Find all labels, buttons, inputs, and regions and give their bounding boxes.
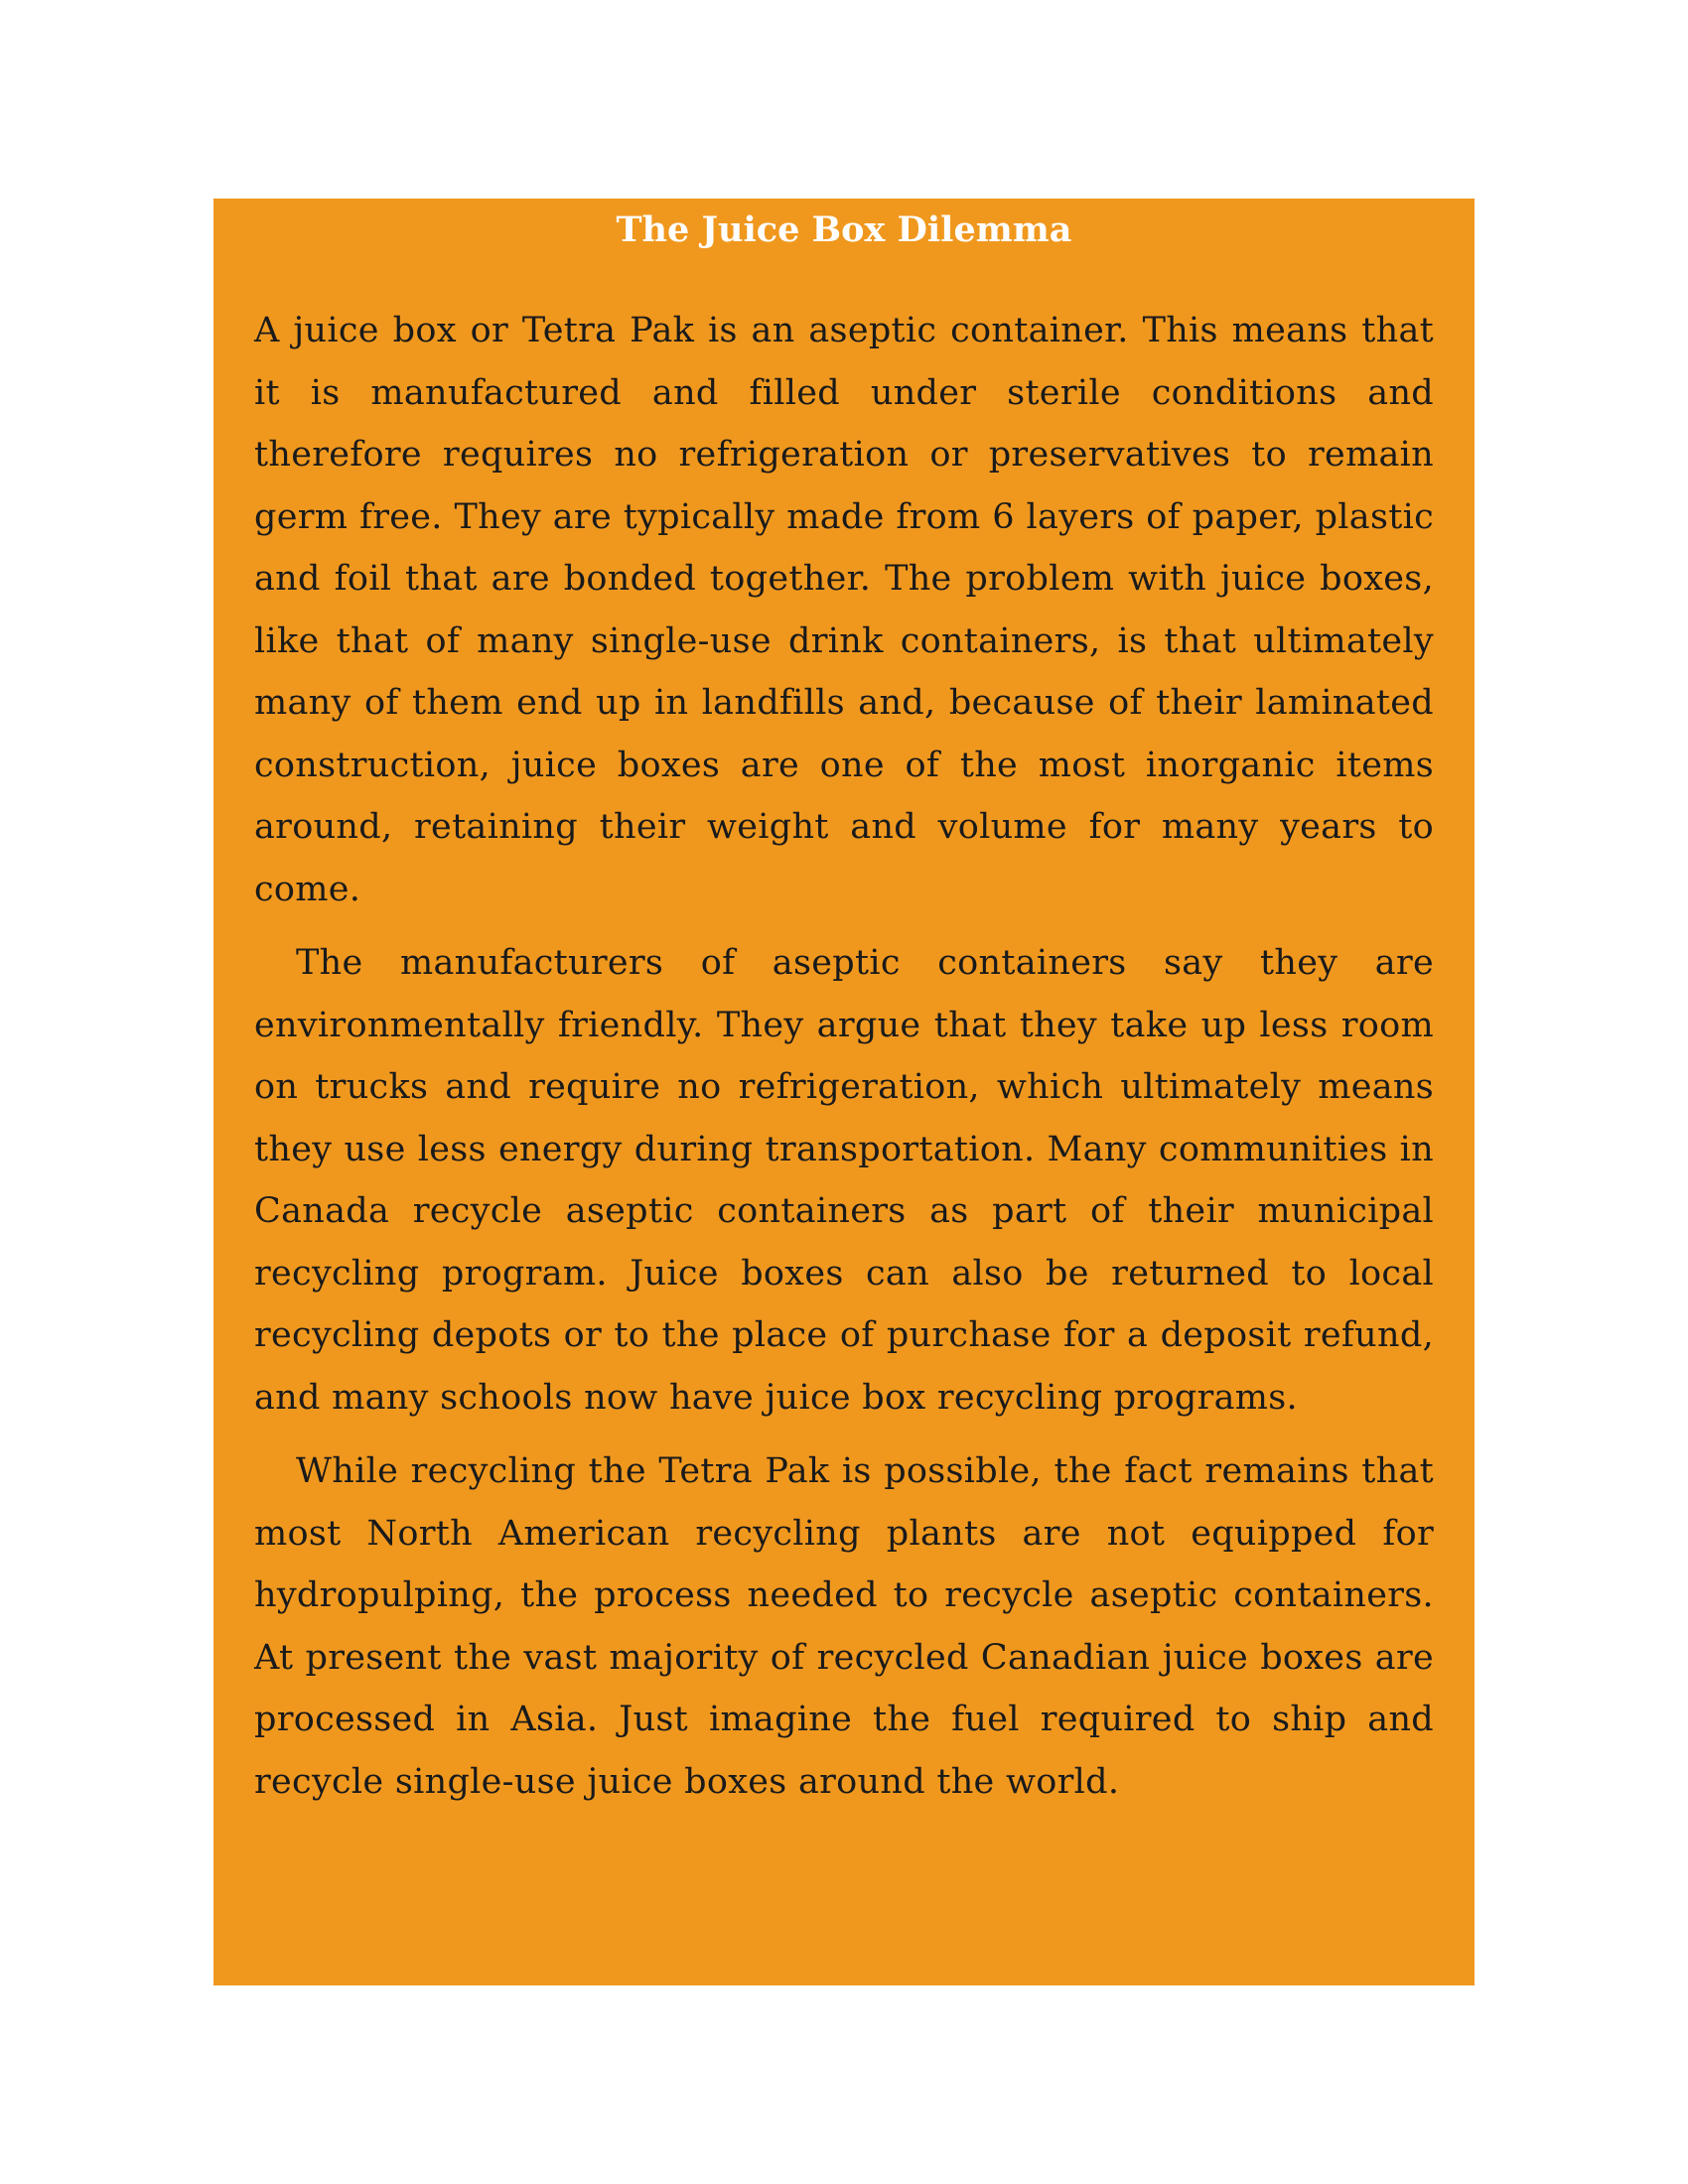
juice-box-dilemma-sidebar <box>213 199 1475 1985</box>
paragraph-manufacturers-claims: The manufacturers of aseptic containers say they are environmentally friendly. They argue that they take up less room on trucks and require no refrigeration, which ultimately means they use less energy during transportation. Many communities in Canada recycle aseptic containers as part of their municipal recycling program. Juice boxes can also be returned to local recycling depots or to the place of purchase for a deposit refund, and many schools now have juice box recycling programs. <box>254 943 1434 1418</box>
sidebar-title: The Juice Box Dilemma <box>616 209 1072 250</box>
paragraph-recycling-limits: While recycling the Tetra Pak is possible, the fact remains that most North American recycling plants are not equipped for hydropulping, the process needed to recycle aseptic containers. At present the vast majority of recycled Canadian juice boxes are processed in Asia. Just imagine the fuel required to ship and recycle single-use juice boxes around the world. <box>254 1451 1434 1802</box>
paragraph-aseptic-container: A juice box or Tetra Pak is an aseptic container. This means that it is manufactured and filled under sterile conditions and therefore requires no refrigeration or preservatives to remain germ free. They are typically made from 6 layers of paper, plastic and foil that are bonded together. The problem with juice boxes, like that of many single-use drink containers, is that ultimately many of them end up in landfills and, because of their laminated construction, juice boxes are one of the most inorganic items around, retaining their weight and volume for many years to come. <box>254 311 1434 909</box>
